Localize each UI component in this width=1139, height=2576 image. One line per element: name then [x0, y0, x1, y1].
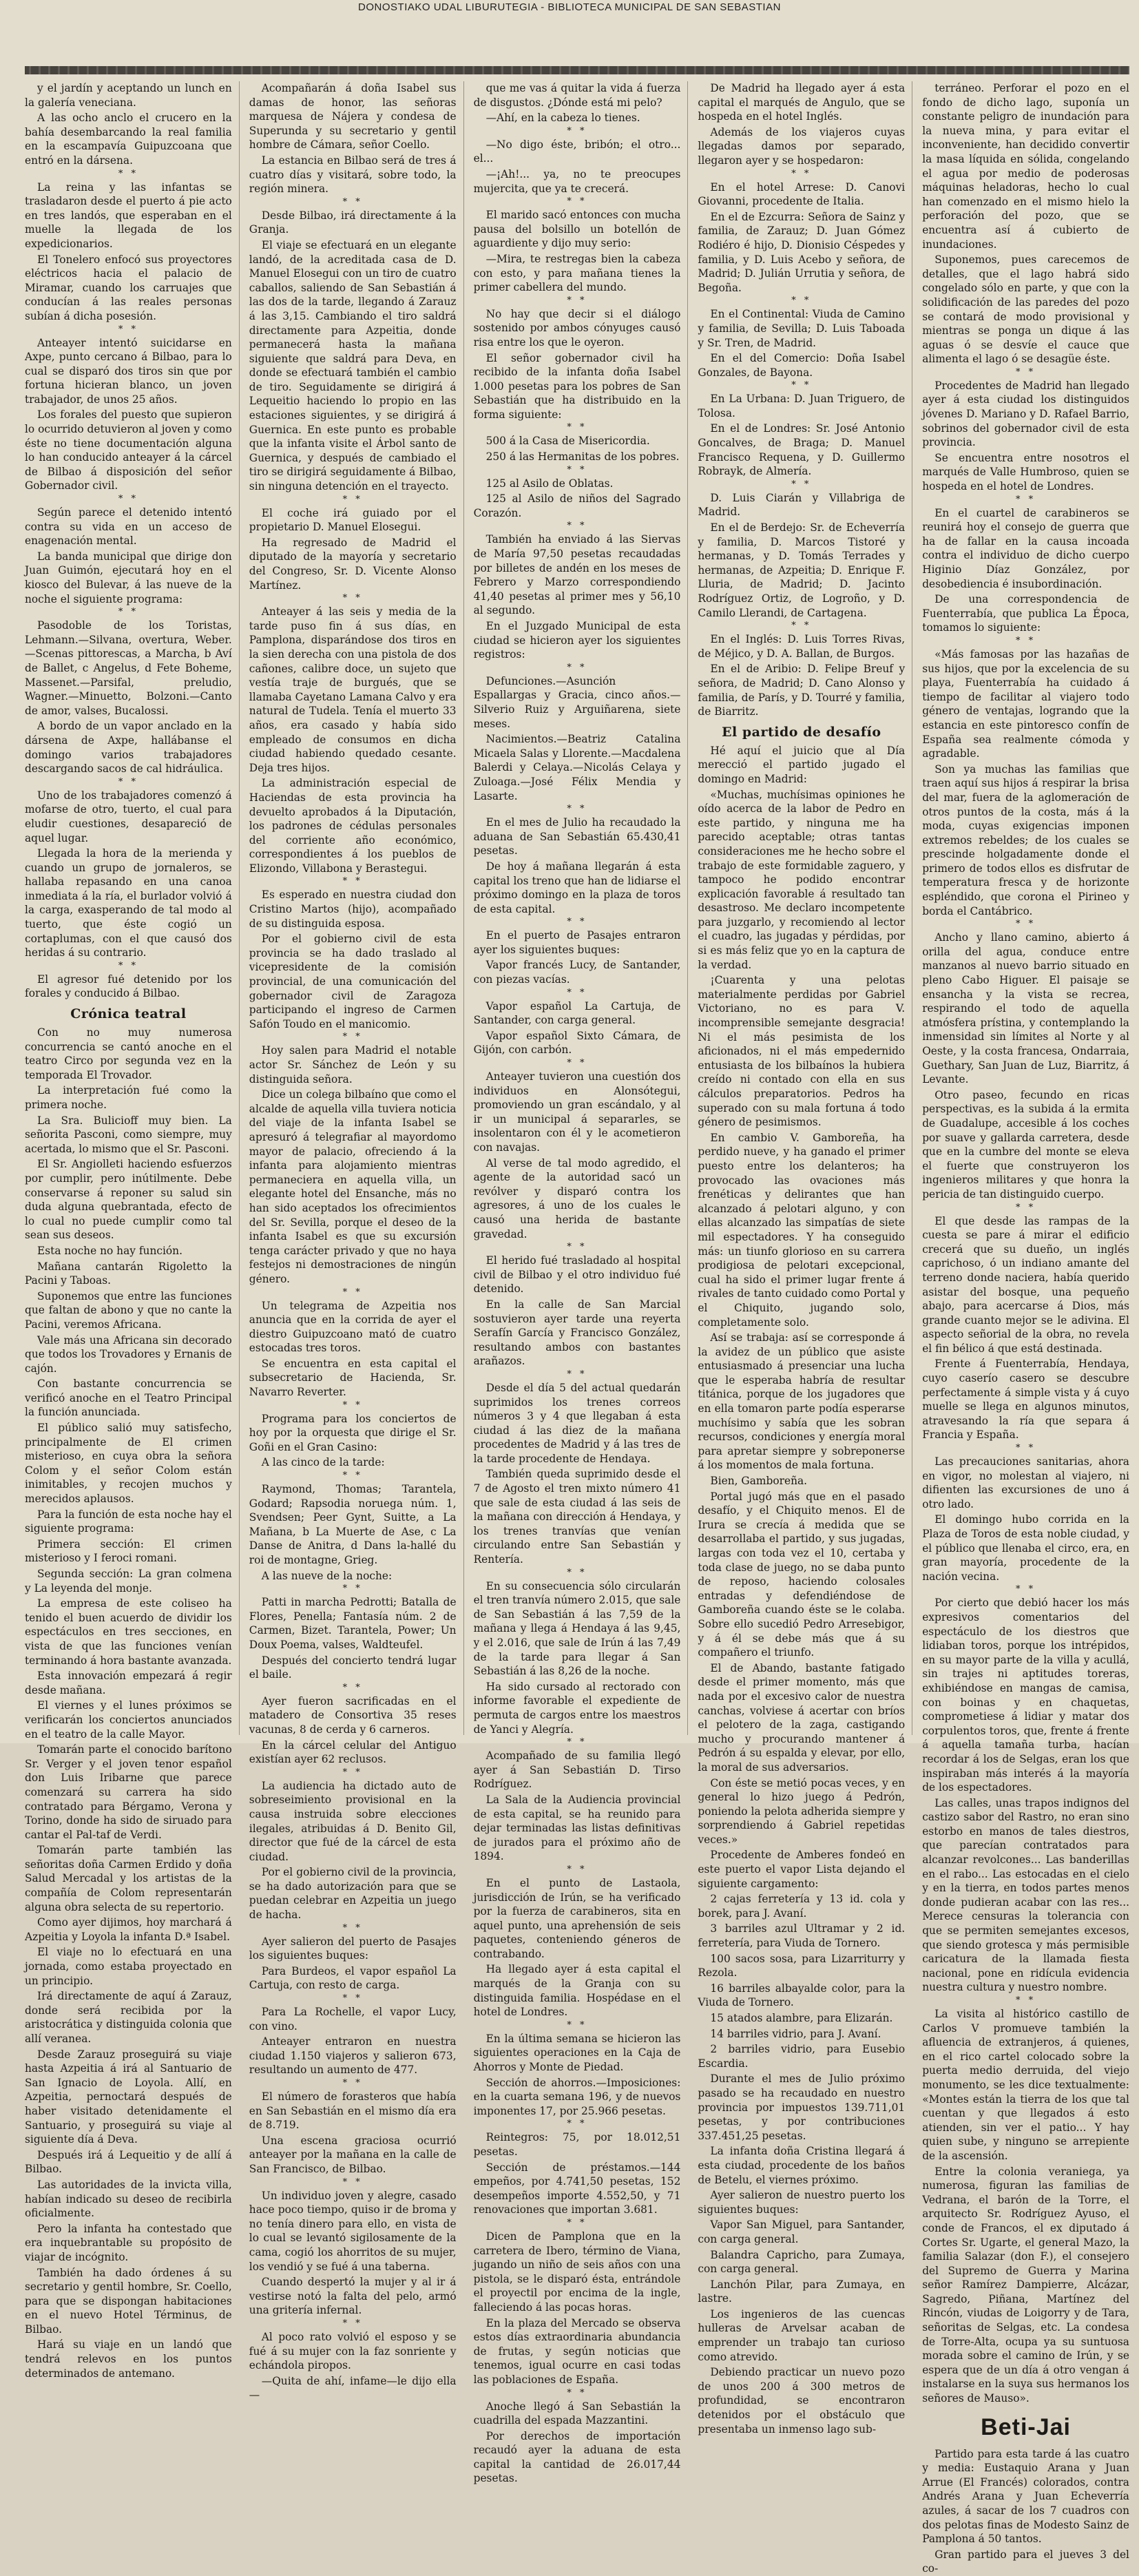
- article-paragraph: Después irá á Lequeitio y de allí á Bilbao.: [25, 2148, 232, 2176]
- separator-stars: * *: [118, 324, 138, 335]
- article-paragraph: Es esperado en nuestra ciudad don Cristino Martos (hijo), acompañado de su distinguida esposa.: [249, 889, 457, 930]
- separator-stars: * *: [342, 2078, 363, 2088]
- article-paragraph: Son ya muchas las familias que traen aquí sus hijos á respirar la brisa del mar, fuera de la aglomeración de otros puntos de la costa, más á la moda, cuyas exigencias imponen extremos rebeldes; de los cuales se prescinde holgadamente donde el primero de todos ellos es disfrutar de temperatura fresca y de horizonte espléndido, que corona el Pirineo y borda el Cantábrico.: [922, 762, 1129, 917]
- separator-stars: * *: [1016, 1443, 1036, 1454]
- article-paragraph: —¡Ah!... ya, no te preocupes mujercita, que ya te crecerá.: [473, 167, 681, 195]
- separator-stars: * *: [567, 295, 587, 306]
- article-paragraph: Así se trabaja: así se corresponde á la avidez de un público que asiste entusiasmado á presenciar una lucha que le esperaba habría de resultar titánica, porque de los jugadores que en ella tomaron parte podía esperarse muchísimo y sabía que les sobran recursos, condiciones y energía moral para apretar siempre y sobreponerse á los momentos de mala fortuna.: [698, 1331, 906, 1472]
- article-paragraph: Reintegros: 75, por 18.012,51 pesetas.: [473, 2131, 681, 2158]
- article-paragraph: 14 barriles vidrio, para J. Avaní.: [710, 2027, 881, 2040]
- article-paragraph: Se encuentra en esta capital el subsecretario de Hacienda, Sr. Navarro Reverter.: [249, 1357, 457, 1399]
- article-paragraph: En la calle de San Marcial sostuvieron ayer tarde una reyerta Serafín García y Francisco González, resultando ambos con bastantes arañazos.: [473, 1298, 681, 1368]
- article-paragraph: La audiencia ha dictado auto de sobreseimiento provisional en la causa instruida sobre elecciones ilegales, atribuidas á D. Benito Gil, director que fué de la cárcel de esta ciudad.: [249, 1779, 457, 1863]
- separator-stars: * *: [118, 607, 138, 618]
- article-paragraph: terráneo. Perforar el pozo en el fondo de dicho lago, suponía un constante peligro de inundación para la nueva mina, y para evitar el inconveniente, han decidido convertir la masa líquida en sólida, congelando el agua por medio de poderosas máquinas heladoras, hecho lo cual han comenzado en el mismo hielo la perforación del pozo, que se encuentra así á cubierto de inundaciones.: [922, 82, 1129, 251]
- article-paragraph: El número de forasteros que había en San Sebastián en el mismo día era de 8.719.: [249, 2090, 457, 2132]
- article-paragraph: En el del Comercio: Doña Isabel Gonzales, de Bayona.: [698, 352, 906, 379]
- article-paragraph: Ha llegado ayer á esta capital el marqués de la Granja con su distinguida familia. Hospédase en el hotel de Londres.: [473, 1963, 681, 2019]
- article-paragraph: Vale más una Africana sin decorado que todos los Trovadores y Ernanis de cajón.: [25, 1333, 232, 1375]
- article-paragraph: Las autoridades de la invicta villa, habían indicado su deseo de recibirla oficialmente.: [25, 2178, 232, 2220]
- separator-stars: * *: [1016, 366, 1036, 377]
- article-paragraph: En la última semana se hicieron las siguientes operaciones en la Caja de Ahorros y Monte de Piedad.: [473, 2032, 681, 2074]
- column-1: [25, 81, 240, 2380]
- article-paragraph: Desde Bilbao, irá directamente á la Granja.: [249, 209, 457, 236]
- article-paragraph: El viaje no lo efectuará en una jornada, como estaba proyectado en un principio.: [25, 1946, 232, 1987]
- article-paragraph: Las precauciones sanitarias, ahora en vigor, no molestan al viajero, ni difienten las excursiones de uno á otro lado.: [922, 1455, 1129, 1510]
- article-paragraph: Bien, Gamboreña.: [710, 1475, 808, 1488]
- article-paragraph: Se encuentra entre nosotros el marqués de Valle Humbroso, quien se hospeda en el hotel de Londres.: [922, 451, 1129, 493]
- article-paragraph: —Mira, te restregas bien la cabeza con esto, y para mañana tienes la primer cabellera del mundo.: [473, 252, 681, 294]
- article-paragraph: Esta noche no hay función.: [37, 1244, 182, 1257]
- separator-stars: * *: [342, 1471, 363, 1482]
- separator-stars: * *: [1016, 1202, 1036, 1213]
- article-paragraph: Desde Zarauz proseguirá su viaje hasta Azpeitia á irá al Santuario de San Ignacio de Loyola. Allí, en Azpeitia, pernoctará después de haber visitado detenidamente el Santuario, y proseguirá su viaje al siguiente día á Deva.: [25, 2048, 232, 2146]
- separator-stars: * *: [342, 196, 363, 207]
- article-paragraph: Las calles, unas trapos indignos del castizo sabor del Rastro, no eran sino estorbo en manos de tales diestros, que parecían contratados para alcanzar revolcones... Las banderillas en el rabo... Las estocadas en el cielo y en la tierra, en todos partes menos donde pudieran acabar con las res... Merece censuras la tolerancia con que se permiten semejantes excesos, que siendo grotesca y más permisible caricatura de la llamada fiesta nacional, pone en ridícula evidencia nuestra cultura y nuestro nombre.: [922, 1796, 1129, 1994]
- article-paragraph: —Quita de ahí, infame—le dijo ella—: [249, 2374, 457, 2402]
- article-paragraph: Una escena graciosa ocurrió anteayer por la mañana en la calle de San Francisco, de Bilbao.: [249, 2134, 457, 2175]
- article-paragraph: En su consecuencia sólo circularán el tren tranvía número 2.015, que sale de San Sebastián á las 7,59 de la mañana y llega á Hendaya á las 9,45, y el 2.016, que sale de Irún á las 7,49 de la tarde para llegar á San Sebastián á las 8,26 de la noche.: [473, 1579, 681, 1678]
- article-paragraph: En el Inglés: D. Luis Torres Rivas, de Méjico, y D. A. Ballan, de Burgos.: [698, 633, 906, 660]
- separator-stars: * *: [342, 593, 363, 604]
- article-paragraph: Por cierto que debió hacer los más expresivos comentarios del espectáculo de los diestros que lidiaban toros, porque los intrépidos, en su mayor parte de la villa y acullá, sin trajes ni aptitudes toreras, exhibiéndose en mangas de camisa, con boinas y en chaquetas, comprometiese á lidiar y matar dos corpulentos toros, que, frente á frente á aquella tamaña turba, hacían recordar á los de Selgas, eran los que inspiraban más interés á la mayoría de los espectadores.: [922, 1597, 1129, 1794]
- article-paragraph: Ayer salieron del puerto de Pasajes los siguientes buques:: [249, 1935, 457, 1962]
- article-paragraph: Ayer fueron sacrificadas en el matadero de Consortiva 35 reses vacunas, 8 de cerda y 6 carneros.: [249, 1694, 457, 1736]
- article-paragraph: Pasodoble de los Toristas, Lehmann.—Silvana, overtura, Weber.—Scenas pittorescas, a Marcha, b Aví de Ballet, c Angelus, d Fete Boheme, Massenet.—Parsifal, preludio, Wagner.—Minuetto, Bolzoni.—Canto de amor, valses, Bucalossi.: [25, 619, 232, 717]
- separator-stars: * *: [1016, 919, 1036, 930]
- column-4: [698, 81, 912, 2435]
- article-paragraph: Anoche llegó á San Sebastián la cuadrilla del espada Mazzantini.: [473, 2400, 681, 2427]
- separator-stars: * *: [118, 168, 138, 179]
- article-paragraph: Dicen de Pamplona que en la carretera de Ibero, término de Viana, jugando un niño de seis años con una pistola, se le disparó ésta, entrándole el proyectil por encima de la ingle, falleciendo á las pocas horas.: [473, 2230, 681, 2314]
- article-paragraph: No hay que decir si el diálogo sostenido por ambos cónyuges causó risa entre los que le oyeron.: [473, 307, 681, 349]
- article-paragraph: Ancho y llano camino, abierto á orilla del agua, conduce entre manzanos al nuevo barrio situado en pleno Cabo Higuer. El paisaje se ensancha y la vista se recrea, respirando el todo de aquella atmósfera prístina, y contemplando la inmensidad sin límites al Norte y al Oeste, y la costa francesa, Ondarraia, Guethary, San Juan de Luz, Biarritz, á Levante.: [922, 931, 1129, 1086]
- article-paragraph: Dice un colega bilbaíno que como el alcalde de aquella villa tuviera noticia del viaje de la infanta Isabel se apresuró á telegrafiar al mayordomo mayor de palacio, ofreciendo á la infanta para alojamiento mientras permaneciera en aquella villa, un elegante hotel del Ensanche, más no han sido aceptados los ofrecimientos del Sr. Sevilla, porque el deseo de la infanta Isabel es que su excursión tenga carácter privado y que no haya festejos ni demostraciones de ningún género.: [249, 1088, 457, 1285]
- article-paragraph: Anteayer tuvieron una cuestión dos individuos en Alonsótegui, promoviendo un gran escándalo, y al ir un municipal á separarles, se insolentaron con él y le acometieron con navajas.: [473, 1070, 681, 1154]
- article-paragraph: 250 á las Hermanitas de los pobres.: [485, 450, 680, 464]
- article-paragraph: Nacimientos.—Beatriz Catalina Micaela Salas y Llorente.—Macdalena Balerdi y Celaya.—Nicolás Celaya y Zuloaga.—José Félix Mendia y Lasarte.: [473, 733, 681, 802]
- separator-stars: * *: [567, 1864, 587, 1875]
- article-paragraph: El viernes y el lunes próximos se verificarán los conciertos anunciados en el teatro de la calle Mayor.: [25, 1699, 232, 1741]
- article-paragraph: El Tonelero enfocó sus proyectores eléctricos hacia el palacio de Miramar, cuando los carruajes que conducían á las reales personas subían á dicha posesión.: [25, 253, 232, 322]
- article-paragraph: En el Continental: Viuda de Camino y familia, de Sevilla; D. Luis Taboada y Sr. Tren, de Madrid.: [698, 308, 906, 349]
- article-paragraph: Tomarán parte también las señoritas doña Carmen Erdido y doña Salud Mercadal y los artistas de la compañía de Colom representarán alguna obra selecta de su repertorio.: [25, 1844, 232, 1913]
- article-paragraph: Después del concierto tendrá lugar el baile.: [249, 1654, 457, 1681]
- article-paragraph: Sección de préstamos.—144 empeños, por 4.741,50 pesetas, 152 desempeños importe 4.552,50, y 71 renovaciones que importan 3.681.: [473, 2161, 681, 2216]
- article-paragraph: Un individuo joven y alegre, casado hace poco tiempo, quiso ir de broma y no tenía dinero para ello, en vista de lo cual se levantó sigilosamente de la cama, cogió los ahorritos de su mujer, los vendió y se fué á una taberna.: [249, 2189, 457, 2273]
- article-paragraph: En La Urbana: D. Juan Triguero, de Tolosa.: [698, 393, 906, 419]
- article-paragraph: Para La Rochelle, el vapor Lucy, con vino.: [249, 2006, 457, 2033]
- article-paragraph: Acompañarán á doña Isabel sus damas de honor, las señoras marquesa de Nájera y condesa de Superunda y su secretario y gentil hombre de Cámara, señor Coello.: [249, 82, 457, 152]
- article-paragraph: Segunda sección: La gran colmena y La leyenda del monje.: [25, 1568, 232, 1595]
- article-paragraph: D. Luis Ciarán y Villabriga de Madrid.: [698, 491, 906, 519]
- article-paragraph: Irá directamente de aquí á Zarauz, donde será recibida por la aristocrática y distinguida colonia que allí veranea.: [25, 1990, 232, 2045]
- separator-stars: * *: [567, 987, 587, 998]
- article-paragraph: Por el gobierno civil de esta provincia se ha dado traslado al vicepresidente de la comisión provincial, de una comunicación del gobernador civil de Zaragoza participando el ingreso de Carmen Safón Toudo en el manicomio.: [249, 933, 457, 1030]
- article-paragraph: El Sr. Angiolleti haciendo esfuerzos por cumplir, pero inútilmente. Debe conservarse á reponer su salud sin duda alguna quebrantada, efecto de lo cual no puede cumplir como tal sean sus deseos.: [25, 1158, 232, 1242]
- article-paragraph: —No digo éste, bribón; el otro... el...: [473, 138, 681, 165]
- separator-stars: * *: [342, 876, 363, 887]
- separator-stars: * *: [791, 479, 812, 490]
- article-paragraph: Ha sido cursado al rectorado con informe favorable el expediente de permuta de cargos entre los maestros de Yanci y Alegría.: [473, 1680, 681, 1736]
- article-paragraph: Pero la infanta ha contestado que era inquebrantable su propósito de viajar de incógnito.: [25, 2222, 232, 2263]
- article-paragraph: El señor gobernador civil ha recibido de la infanta doña Isabel 1.000 pesetas para los pobres de San Sebastián que ha distribuido en la forma siguiente:: [473, 351, 681, 421]
- article-paragraph: Primera sección: El crimen misterioso y I feroci romani.: [25, 1537, 232, 1565]
- column-5: [922, 81, 1129, 2575]
- separator-stars: * *: [791, 621, 812, 632]
- separator-stars: * *: [791, 168, 812, 179]
- article-paragraph: Lanchón Pilar, para Zumaya, en lastre.: [698, 2278, 906, 2305]
- article-paragraph: ¡Cuarenta y una pelotas materialmente perdidas por Gabriel Victoriano, no es para V. incomprensible semejante desgracia! Ni el más pesimista de los aficionados, ni el más empedernido entusiasta de los bilbaínos la hubiera creído ni contado con ella en sus cálculos preparatorios. Pedros ha superado con su mala fortuna á todo género de pesimismos.: [698, 974, 906, 1129]
- article-paragraph: La infanta doña Cristina llegará á esta ciudad, procedente de los baños de Betelu, el viernes próximo.: [698, 2145, 906, 2186]
- article-paragraph: Vapor San Miguel, para Santander, con carga general.: [698, 2219, 906, 2245]
- separator-stars: * *: [567, 1369, 587, 1380]
- article-paragraph: El que desde las rampas de la cuesta se pare á mirar el edificio crecerá que su dueño, un inglés caprichoso, ó un indiano amante del terreno donde naciera, había querido asistar del bosque, una pequeño abajo, para acercarse á Dios, más grande cuanto mejor se le adivina. El aspecto señorial de la obra, no revela el fin bélico á que está destinada.: [922, 1214, 1129, 1355]
- article-paragraph: Con bastante concurrencia se verificó anoche en el Teatro Principal la función anunciada.: [25, 1378, 232, 1419]
- separator-stars: * *: [567, 521, 587, 532]
- column-3: [473, 81, 689, 2485]
- article-paragraph: Vapor español La Cartuja, de Santander, con carga general.: [473, 999, 681, 1027]
- article-paragraph: Acompañado de su familia llegó ayer á San Sebastián D. Tirso Rodríguez.: [473, 1749, 681, 1791]
- article-paragraph: En el cuartel de carabineros se reunirá hoy el consejo de guerra que ha de fallar en la causa incoada contra el individuo de dicho cuerpo Higinio Díaz González, por desobediencia é insubordinación.: [922, 506, 1129, 590]
- article-paragraph: El domingo hubo corrida en la Plaza de Toros de esta noble ciudad, y el público que llenaba el circo, era, en gran mayoría, procedente de la nación vecina.: [922, 1513, 1129, 1583]
- article-paragraph: La Sala de la Audiencia provincial de esta capital, se ha reunido para dejar terminadas las listas definitivas de jurados para el próximo año de 1894.: [473, 1793, 681, 1863]
- separator-stars: * *: [342, 1400, 363, 1411]
- separator-stars: * *: [567, 2019, 587, 2030]
- article-paragraph: De Madrid ha llegado ayer á esta capital el marqués de Angulo, que se hospeda en el hotel Inglés.: [698, 82, 906, 123]
- article-paragraph: Anteayer intentó suicidarse en Axpe, punto cercano á Bilbao, para lo cual se disparó dos tiros sin que por fortuna hicieran blanco, un joven trabajador, de unos 25 años.: [25, 336, 232, 406]
- separator-stars: * *: [567, 1567, 587, 1578]
- article-paragraph: Anteayer entraron en nuestra ciudad 1.150 viajeros y salieron 673, resultando un aumento de 477.: [249, 2035, 457, 2077]
- separator-stars: * *: [791, 295, 812, 307]
- article-paragraph: Anteayer á las seis y media de la tarde puso fin á sus días, en Pamplona, disparándose dos tiros en la sien derecha con una pistola de dos cañones, calibre doce, un sujeto que vestía traje de burgués, que se llamaba Cayetano Lamana Calvo y era natural de Tudela. Tenía el muerto 33 años, era casado y había sido empleado de consumos en dicha ciudad habiendo quedado cesante. Deja tres hijos.: [249, 605, 457, 774]
- article-paragraph: También queda suprimido desde el 7 de Agosto el tren mixto número 41 que sale de esta ciudad á las seis de la mañana con dirección á Hendaya, y los trenes tranvías que venían circulando entre San Sebastián y Rentería.: [473, 1468, 681, 1566]
- article-paragraph: 500 á la Casa de Misericordia.: [485, 435, 650, 448]
- article-paragraph: Balandra Capricho, para Zumaya, con carga general.: [698, 2248, 906, 2276]
- article-paragraph: Por derechos de importación recaudó ayer la aduana de esta capital la cantidad de 26.017,44 pesetas.: [473, 2429, 681, 2485]
- article-paragraph: «Más famosas por las hazañas de sus hijos, que por la excelencia de su playa, Fuenterrabía ha cuidado á tiempo de facilitar al viajero todo género de ventajas, logrando que la estancia en este pintoresco confín de España sea realmente cómoda y agradable.: [922, 647, 1129, 760]
- article-paragraph: También ha enviado á las Siervas de María 97,50 pesetas recaudadas por billetes de andén en los meses de Febrero y Marzo correspondiendo 41,40 pesetas al primer mes y 56,10 al segundo.: [473, 533, 681, 617]
- article-paragraph: A las nueve de la noche:: [261, 1569, 393, 1582]
- separator-stars: * *: [118, 494, 138, 505]
- article-paragraph: —Ahí, en la cabeza lo tienes.: [485, 112, 640, 125]
- article-paragraph: Un telegrama de Azpeitia nos anuncia que en la corrida de ayer el diestro Guipuzcoano mató de cuatro estocadas tres toros.: [249, 1299, 457, 1355]
- article-paragraph: que me vas á quitar la vida á fuerza de disgustos. ¿Dónde está mi pelo?: [473, 82, 681, 109]
- article-paragraph: Vapor español Sixto Cámara, de Gijón, con carbón.: [473, 1029, 681, 1057]
- article-paragraph: La visita al histórico castillo de Carlos V promueve también la afluencia de extranjeros, á quienes, en el rico cartel colocado sobre la puerta medio derruida, del viejo monumento, se les dice textualmente: «Montes están la tierra de los que tal cuentan y que llegados á esto atienden, sin ver el patio... Y hay quien sube, y ninguno se arrepiente de la ascensión.: [922, 2008, 1129, 2162]
- article-paragraph: En el Juzgado Municipal de esta ciudad se hicieron ayer los siguientes registros:: [473, 620, 681, 661]
- library-header: DONOSTIAKO UDAL LIBURUTEGIA - BIBLIOTECA MUNICIPAL DE SAN SEBASTIAN: [358, 1, 781, 13]
- article-paragraph: «Muchas, muchísimas opiniones he oído acerca de la labor de Pedro en este partido, y ninguna me ha parecido aceptable; otras tantas consideraciones me he hecho sobre el trabajo de este formidable zaguero, y tampoco he podido encontrar explicación favorable á resultado tan desastroso. Me declaro incompetente para juzgarlo, y recomiendo al lector el cuadro, las jugadas y pérdidas, por si es más feliz que yo en la captura de la verdad.: [698, 788, 906, 971]
- section-title: El partido de desafío: [722, 724, 881, 740]
- article-paragraph: De hoy á mañana llegarán á esta capital los treno que han de lidiarse el próximo domingo en la plaza de toros de esta capital.: [473, 860, 681, 915]
- article-paragraph: Para Burdeos, el vapor español La Cartuja, con resto de carga.: [249, 1964, 457, 1992]
- separator-stars: * *: [567, 1737, 587, 1748]
- article-paragraph: Cuando despertó la mujer y al ir á vestirse notó la falta del pelo, armó una gritería infernal.: [249, 2276, 457, 2317]
- separator-stars: * *: [567, 196, 587, 207]
- article-paragraph: Ayer salieron de nuestro puerto los siguientes buques:: [698, 2189, 906, 2216]
- article-paragraph: 100 sacos sosa, para Lizarriturry y Rezola.: [698, 1952, 906, 1980]
- article-paragraph: Patti in marcha Pedrotti; Batalla de Flores, Penella; Fantasía núm. 2 de Carmen, Bizet. Tarantela, Power; Un Doux Poema, valses, Waldteufel.: [249, 1596, 457, 1651]
- article-paragraph: En el hotel Arrese: D. Canovi Giovanni, procedente de Italia.: [698, 180, 906, 208]
- article-paragraph: En el de Londres: Sr. José Antonio Goncalves, de Braga; D. Manuel Francisco Requena, y D. Guillermo Robrayk, de Almería.: [698, 422, 906, 478]
- article-paragraph: Llegada la hora de la merienda y cuando un grupo de jornaleros, se hallaba repasando en una canoa inmediata á la ría, el burlador volvió á la carga, exasperando de tal modo al tuerto, que éste cogió un cortaplumas, con el que causó dos heridas á su contrario.: [25, 847, 232, 959]
- article-paragraph: El coche irá guiado por el propietario D. Manuel Elosegui.: [249, 506, 457, 534]
- separator-stars: * *: [1016, 494, 1036, 505]
- article-paragraph: En el puerto de Pasajes entraron ayer los siguientes buques:: [473, 929, 681, 956]
- article-paragraph: Hará su viaje en un landó que tendrá relevos en los puntos determinados de antemano.: [25, 2338, 232, 2380]
- article-paragraph: También ha dado órdenes á su secretario y gentil hombre, Sr. Coello, para que se dispongan habitaciones en el nuevo Hotel Términus, de Bilbao.: [25, 2266, 232, 2336]
- article-paragraph: A bordo de un vapor anclado en la dársena de Axpe, hallábanse el domingo varios trabajadores descargando sacos de cal hidráulica.: [25, 720, 232, 776]
- article-paragraph: Otro paseo, fecundo en ricas perspectivas, es la subida á la ermita de Guadalupe, accesible á los coches por suave y gallarda carretera, desde que en la cumbre del monte se eleva el fuerte que construyeron los ingenieros militares y que honra la pericia de tan distinguido cuerpo.: [922, 1088, 1129, 1201]
- article-paragraph: La interpretación fué como la primera noche.: [25, 1084, 232, 1111]
- article-paragraph: Programa para los conciertos de hoy por la orquesta que dirige el Sr. Goñi en el Gran Casino:: [249, 1412, 457, 1453]
- separator-stars: * *: [567, 464, 587, 475]
- article-paragraph: Procedente de Amberes fondeó en este puerto el vapor Lista dejando el siguiente cargamento:: [698, 1849, 906, 1890]
- article-paragraph: Con no muy numerosa concurrencia se cantó anoche en el teatro Circo por segunda vez en la temporada El Trovador.: [25, 1026, 232, 1081]
- article-paragraph: Procedentes de Madrid han llegado ayer á esta ciudad los distinguidos jóvenes D. Mariano y D. Rafael Barrio, sobrinos del gobernador civil de esta provincia.: [922, 379, 1129, 449]
- article-paragraph: En la cárcel celular del Antiguo existían ayer 62 reclusos.: [249, 1738, 457, 1766]
- article-paragraph: Vapor francés Lucy, de Santander, con piezas vacías.: [473, 959, 681, 986]
- article-paragraph: La banda municipal que dirige don Juan Guimón, ejecutará hoy en el kiosco del Bulevar, á las nueve de la noche el siguiente programa:: [25, 550, 232, 605]
- article-paragraph: 16 barriles albayalde color, para la Viuda de Tornero.: [698, 1982, 906, 2009]
- article-paragraph: Suponemos que entre las funciones que faltan de abono y que no cante la Pacini, veremos Africana.: [25, 1289, 232, 1331]
- article-paragraph: Tomarán parte el conocido barítono Sr. Verger y el joven tenor español don Luis Iribarne que parece comenzará su carrera ha sido contratado para Bérgamo, Verona y Torino, donde ha sido de siruado para cantar el Pal-taf de Verdi.: [25, 1743, 232, 1841]
- separator-stars: * *: [791, 380, 812, 391]
- article-paragraph: La Sra. Bulicioff muy bien. La señorita Pasconi, como siempre, muy acertada, lo mismo que el Sr. Pasconi.: [25, 1114, 232, 1155]
- columns: [25, 81, 1129, 2575]
- separator-stars: * *: [342, 1682, 363, 1693]
- separator-stars: * *: [567, 662, 587, 673]
- article-paragraph: En la plaza del Mercado se observa estos días extraordinaria abundancia de frutas, y según noticias que tenemos, igual ocurre en casi todas las poblaciones de España.: [473, 2316, 681, 2386]
- article-paragraph: El marido sacó entonces con mucha pausa del bolsillo un botellón de aguardiente y dijo muy serio:: [473, 209, 681, 250]
- article-paragraph: En el de Ezcurra: Señora de Sainz y familia, de Zarauz; D. Juan Gómez Rodiéro é hijo, D. Dionisio Céspedes y familia, y D. Luis Acebo y señora, de Madrid; D. Julián Urrutia y señora, de Begoña.: [698, 210, 906, 294]
- masthead-rule: [25, 66, 1129, 74]
- article-paragraph: Hé aquí el juicio que al Día merecció el partido jugado el domingo en Madrid:: [698, 744, 906, 785]
- article-paragraph: Hoy salen para Madrid el notable actor Sr. Sánchez de León y su distinguida señora.: [249, 1044, 457, 1086]
- section-title: Crónica teatral: [70, 1006, 187, 1022]
- article-paragraph: Como ayer dijimos, hoy marchará á Azpeitia y Loyola la infanta D.ª Isabel.: [25, 1916, 232, 1943]
- article-paragraph: Sección de ahorros.—Imposiciones: en la cuarta semana 196, y de nuevos imponentes 17, por 25.966 pesetas.: [473, 2076, 681, 2117]
- separator-stars: * *: [567, 1242, 587, 1253]
- article-paragraph: En cambio V. Gamboreña, ha perdido nueve, y ha ganado el primer puesto entre los delanteros; ha provocado las ovaciones más frenéticas y delirantes que han alcanzado á pelotari alguno, y con ellas alcanzado las simpatías de siete mil espectadores. Y ha conseguido más: un tiunfo glorioso en su carrera prodigiosa de pelotari excepcional, cual ha sido el primer lugar frente á rivales de tanto cuidado como Portal y el Chiquito, jugando solo, completamente solo.: [698, 1131, 906, 1329]
- article-paragraph: Portal jugó más que en el pasado desafío, y el Chiquito menos. El de Irura se crecía á medida que se desarrollaba el partido, y sus jugadas, largas con toda vez el 10, certaba y toda clase de juego, no se daba punto de reposo, haciendo colosales entradas y defendiéndose de Gamboreña cuando éste se le colaba. Sobre ello sucedió Pedro Arresebigor, y á él se debe más que á su compañero el triunfo.: [698, 1490, 906, 1659]
- article-paragraph: 2 cajas ferretería y 13 id. cola y borek, para J. Avaní.: [698, 1893, 906, 1920]
- separator-stars: * *: [342, 1767, 363, 1778]
- article-paragraph: Esta innovación empezará á regir desde mañana.: [25, 1670, 232, 1696]
- article-paragraph: Los ingenieros de las cuencas hulleras de Arvelsar acaban de emprender un trabajo tan curioso como atrevido.: [698, 2307, 906, 2363]
- separator-stars: * *: [567, 422, 587, 433]
- article-paragraph: A las cinco de la tarde:: [261, 1456, 385, 1469]
- separator-stars: * *: [1016, 1584, 1036, 1595]
- article-paragraph: Partido para esta tarde á las cuatro y media: Eustaquio Arana y Juan Arrue (El Francés) colorados, contra Andrés Arana y Juan Echeverría azules, á sacar de los 7 cuadros con dos pelotas finas de Modesto Sainz de Pamplona á 50 tantos.: [922, 2447, 1129, 2546]
- separator-stars: * *: [118, 960, 138, 971]
- separator-stars: * *: [342, 494, 363, 505]
- article-paragraph: Para la función de esta noche hay el siguiente programa:: [25, 1508, 232, 1535]
- article-paragraph: El herido fué trasladado al hospital civil de Bilbao y el otro individuo fué detenido.: [473, 1254, 681, 1296]
- article-paragraph: y el jardín y aceptando un lunch en la galería veneciana.: [25, 82, 232, 109]
- article-paragraph: El viaje se efectuará en un elegante landó, de la acreditada casa de D. Manuel Elosegui con un tiro de cuatro caballos, saliendo de San Sebastián á las dos de la tarde, llegando á Zarauz á las 3,15. Cambiando el tiro saldrá directamente para Azpeitia, donde permanecerá hasta la mañana siguiente que saldrá para Deva, en donde se efectuará también el cambio de tiro. Seguidamente se dirigirá á Lequeitio haciendo lo propio en las estaciones siguientes, y se dirigirá á Guernica. En este punto es probable que la infanta visite el Árbol santo de Guernica, y después de cambiado el tiro se dirigirá seguidamente á Bilbao, sin ninguna detención en el trayecto.: [249, 238, 457, 493]
- article-paragraph: En el de Aribio: D. Felipe Breuf y señora, de Madrid; D. Cano Alonso y familia, de París, y D. Tourré y familia, de Biarritz.: [698, 663, 906, 718]
- article-paragraph: Suponemos, pues carecemos de detalles, que el lago habrá sido congelado sólo en parte, y que con la solidificación de las paredes del pozo se contará de modo provisional y mientras se ponga un dique á las aguas ó se desvíe el cauce que alimenta el lago ó se desagüe éste.: [922, 253, 1129, 366]
- article-paragraph: En el de Berdejo: Sr. de Echeverría y familia, D. Marcos Tistoré y hermanas, y D. Tomás Terrades y hermanas, de Azpeitia; D. Enrique F. Lluria, de Madrid; D. Jacinto Rodríguez Ortiz, de Logroño, y D. Camilo Llerandi, de Cartagena.: [698, 521, 906, 619]
- article-paragraph: El agresor fué detenido por los forales y conducido á Bilbao.: [25, 973, 232, 1000]
- article-paragraph: De una correspondencia de Fuenterrabía, que publica La Época, tomamos lo siguiente:: [922, 593, 1129, 634]
- article-paragraph: Durante el mes de Julio próximo pasado se ha recaudado en nuestro provincia por impuestos 139.711,01 pesetas, y por contribuciones 337.451,25 pesetas.: [698, 2073, 906, 2142]
- article-paragraph: 15 atados alambre, para Elizarán.: [710, 2012, 893, 2024]
- column-2: [249, 81, 464, 2402]
- article-paragraph: Entre la colonia veraniega, ya numerosa, figuran las familias de Vedrana, el barón de la Torre, el arquitecto Sr. Rodríguez Ayuso, el conde de Francos, el ex diputado á Cortes Sr. Ugarte, el general Mazo, la familia Salazar (don F.), el consejero del Supremo de Guerra y Marina señor Ramírez Dampierre, Alcázar, Sagredo, Piñana, Martínez del Rincón, viudas de Loigorry y de Tara, señoritas de Selgas, etc. La condesa de Torre-Alta, ocupa ya su suntuosa morada sobre el camino de Irún, y se espera que de un día á otro vengan á instalarse en la suya sus hermanos los señores de Mauso».: [922, 2165, 1129, 2405]
- article-paragraph: Gran partido para el jueves 3 del co-: [922, 2548, 1129, 2575]
- separator-stars: * *: [567, 917, 587, 928]
- separator-stars: * *: [342, 2318, 363, 2329]
- separator-stars: * *: [567, 1058, 587, 1069]
- article-paragraph: Los forales del puesto que supieron lo ocurrido detuvieron al joven y como éste no tiene documentación alguna lo han conducido anteayer á la cárcel de Bilbao á disposición del señor Gobernador civil.: [25, 408, 232, 492]
- article-paragraph: El público salió muy satisfecho, principalmente de El crimen misterioso, en cuya obra la señora Colom y el señor Colom están inimitables, y recojen muchos y merecidos aplausos.: [25, 1422, 232, 1506]
- article-paragraph: 125 al Asilo de Oblatas.: [485, 477, 614, 490]
- article-paragraph: Defunciones.—Asunción Espallargas y Gracia, cinco años.—Silverio Ruiz y Arguiñarena, siete meses.: [473, 674, 681, 730]
- separator-stars: * *: [342, 1993, 363, 2004]
- article-paragraph: Según parece el detenido intentó contra su vida en un acceso de enagenación mental.: [25, 506, 232, 548]
- article-paragraph: El de Abando, bastante fatigado desde el primer momento, más que nada por el excesivo calor de nuestra canchas, volviese á acertar con bríos el pelotero de la zaga, castigando mucho y procurando mantener á Pedrón á su espalda y elevar, por ello, la moral de sus adversarios.: [698, 1661, 906, 1774]
- separator-stars: * *: [1016, 635, 1036, 646]
- article-paragraph: En el mes de Julio ha recaudado la aduana de San Sebastián 65.430,41 pesetas.: [473, 816, 681, 858]
- article-paragraph: Al poco rato volvió el esposo y se fué á su mujer con la faz sonriente y echándola piropos.: [249, 2330, 457, 2372]
- separator-stars: * *: [567, 125, 587, 136]
- article-paragraph: La reina y las infantas se trasladaron desde el puerto á pie acto en tres landós, que esperaban en el muelle la llegada de los expedicionarios.: [25, 180, 232, 250]
- article-paragraph: Desde el día 5 del actual quedarán suprimidos los trenes correos números 3 y 4 que llegaban á esta ciudad á las diez de la mañana procedentes de Madrid y á las tres de la tarde procedente de Hendaya.: [473, 1381, 681, 1465]
- separator-stars: * *: [567, 2119, 587, 2130]
- article-paragraph: La estancia en Bilbao será de tres á cuatro días y visitará, sobre todo, la región minera.: [249, 154, 457, 196]
- separator-stars: * *: [118, 776, 138, 787]
- separator-stars: * *: [342, 1922, 363, 1933]
- article-paragraph: Mañana cantarán Rigoletto la Pacini y Taboas.: [25, 1260, 232, 1287]
- article-paragraph: Ha regresado de Madrid el diputado de la mayoría y secretario del Congreso, Sr. D. Vicente Alonso Martínez.: [249, 536, 457, 592]
- article-paragraph: 3 barriles azul Ultramar y 2 id. ferretería, para Viuda de Tornero.: [698, 1922, 906, 1950]
- article-paragraph: 125 al Asilo de niños del Sagrado Corazón.: [473, 492, 681, 519]
- article-paragraph: La empresa de este coliseo ha tenido el buen acuerdo de dividir los espectáculos en tres secciones, en vista de que las funciones venían terminando á hora bastante avanzada.: [25, 1597, 232, 1667]
- separator-stars: * *: [342, 1032, 363, 1043]
- section-title: Beti-Jai: [981, 2413, 1071, 2440]
- separator-stars: * *: [567, 2217, 587, 2228]
- article-paragraph: Debiendo practicar un nuevo pozo de unos 200 á 300 metros de profundidad, se encontraron detenidos por el obstáculo que presentaba un inmenso lago sub-: [698, 2366, 906, 2435]
- article-paragraph: Con éste se metió pocas veces, y en general lo hizo juego á Pedrón, poniendo la pelota adherida siempre y sorprendiendo á Gabriel repetidas veces.»: [698, 1776, 906, 1846]
- article-paragraph: 2 barriles vidrio, para Eusebio Escardia.: [698, 2043, 906, 2070]
- article-paragraph: Uno de los trabajadores comenzó á mofarse de otro, tuerto, el cual para eludir cuestiones, desapareció de aquel lugar.: [25, 789, 232, 844]
- article-paragraph: A las ocho anclo el crucero en la bahía desembarcando la real familia en la escampavía Guipuzcoana que entró en la dársena.: [25, 112, 232, 167]
- article-paragraph: Frente á Fuenterrabía, Hendaya, cuyo caserío casero se descubre perfectamente á simple vista y á cuyo muelle se llega en algunos minutos, atravesando la ría que separa á Francia y España.: [922, 1358, 1129, 1442]
- separator-stars: * *: [342, 1583, 363, 1595]
- article-paragraph: Raymond, Thomas; Tarantela, Godard; Rapsodia noruega núm. 1, Svendsen; Peer Gynt, Suitte, a La Mañana, b La Muerte de Ase, c La Danse de Anitra, d Dans la-hallé du roi de montagne, Grieg.: [249, 1483, 457, 1566]
- separator-stars: * *: [342, 1287, 363, 1298]
- article-paragraph: En el punto de Lastaola, jurisdicción de Irún, se ha verificado por la fuerza de carabineros, sita en aquel punto, una aprehensión de seis paquetes, conteniendo géneros de contrabando.: [473, 1876, 681, 1960]
- separator-stars: * *: [567, 2387, 587, 2398]
- article-paragraph: Además de los viajeros cuyas llegadas damos por separado, llegaron ayer y se hospedaron:: [698, 125, 906, 167]
- article-paragraph: Al verse de tal modo agredido, el agente de la autoridad sacó un revólver y disparó contra los agresores, á uno de los cuales le causó una herida de bastante gravedad.: [473, 1156, 681, 1240]
- article-paragraph: Por el gobierno civil de la provincia, se ha dado autorización para que se puedan celebrar en Azpeitia un juego de hacha.: [249, 1866, 457, 1922]
- separator-stars: * *: [1016, 1995, 1036, 2006]
- separator-stars: * *: [342, 2177, 363, 2188]
- article-paragraph: La administración especial de Haciendas de esta provincia ha devuelto aprobados á la Diputación, los padrones de cédulas personales del corriente año económico, correspondientes á los pueblos de Elizondo, Villabona y Berastegui.: [249, 777, 457, 875]
- separator-stars: * *: [567, 804, 587, 815]
